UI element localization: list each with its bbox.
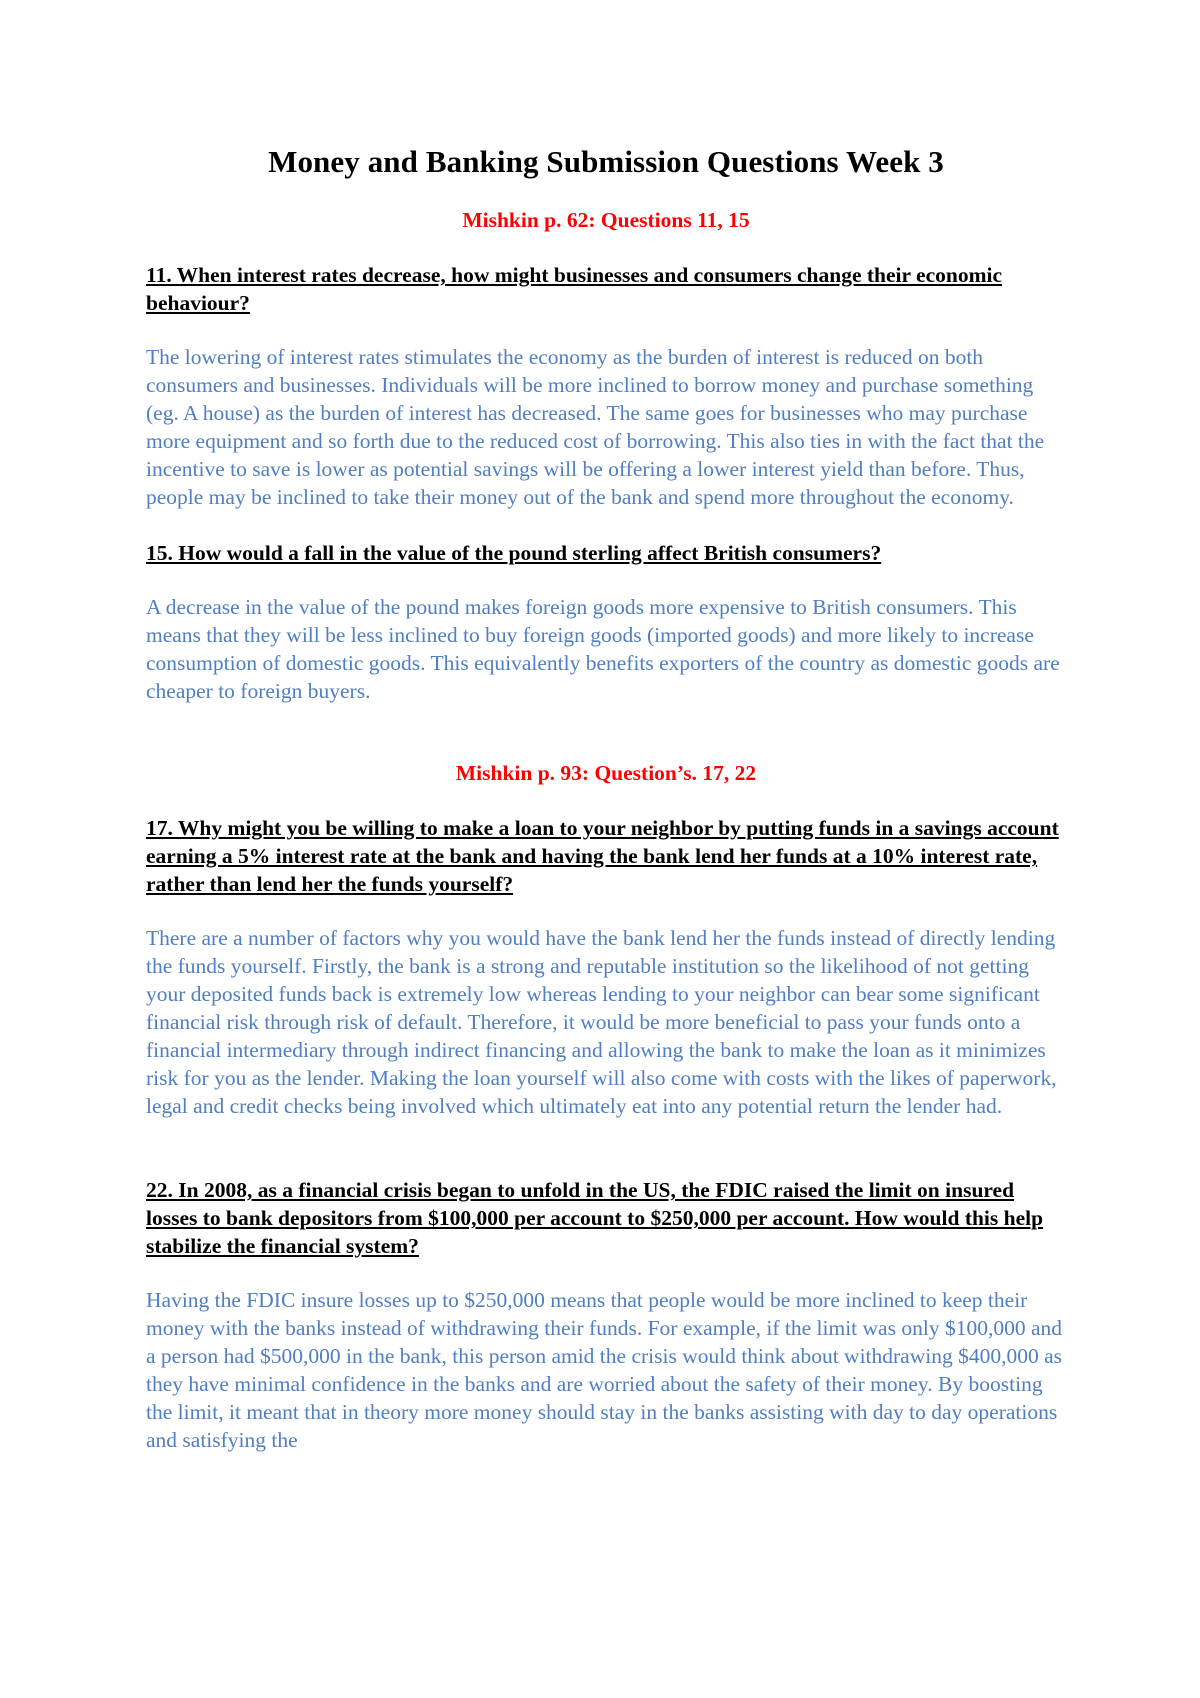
section-heading-p93: Mishkin p. 93: Question’s. 17, 22 <box>455 761 757 785</box>
question-spacer <box>146 1148 1066 1176</box>
section-heading-p62: Mishkin p. 62: Questions 11, 15 <box>462 208 750 232</box>
question-15: 15. How would a fall in the value of the pound sterling affect British consumers? <box>146 541 882 565</box>
document-title: Money and Banking Submission Questions Week 3 <box>268 144 944 179</box>
answer-22: Having the FDIC insure losses up to $250,000 means that people would be more inclined to keep their money with the banks instead of withdrawing their funds. For example, if the limit was only $100,000 and a person had $500,000 in the bank, this person amid the crisis would think about withdrawing $400,000 as they have minimal confidence in the banks and are worried about the safety of their money. By boosting the limit, it meant that in theory more money should stay in the banks assisting with day to day operations and satisfying the <box>146 1288 1063 1452</box>
question-17: 17. Why might you be willing to make a loan to your neighbor by putting funds in a savings account earning a 5% interest rate at the bank and having the bank lend her funds at a 10% interest rate, rather than lend her the funds yourself? <box>146 816 1059 896</box>
question-22: 22. In 2008, as a financial crisis began to unfold in the US, the FDIC raised the limit on insured losses to bank depositors from $100,000 per account to $250,000 per account. How would this help stabilize the financial system? <box>146 1178 1044 1258</box>
answer-11: The lowering of interest rates stimulates the economy as the burden of interest is reduced on both consumers and businesses. Individuals will be more inclined to borrow money and purchase something (eg. A house) as the burden of interest has decreased. The same goes for businesses who may purchase more equipment and so forth due to the reduced cost of borrowing. This also ties in with the fact that the incentive to save is lower as potential savings will be offering a lower interest yield than before. Thus, people may be inclined to take their money out of the bank and spend more throughout the economy. <box>146 345 1045 509</box>
document-content <box>146 144 1066 1482</box>
section-spacer <box>146 733 1066 761</box>
question-11: 11. When interest rates decrease, how might businesses and consumers change their economic behaviour? <box>146 263 1002 315</box>
answer-17: There are a number of factors why you would have the bank lend her the funds instead of directly lending the funds yourself. Firstly, the bank is a strong and reputable institution so the likelihood of not getting your deposited funds back is extremely low whereas lending to your neighbor can bear some significant financial risk through risk of default. Therefore, it would be more beneficial to pass your funds onto a financial intermediary through indirect financing and allowing the bank to make the loan as it minimizes risk for you as the lender. Making the loan yourself will also come with costs with the likes of paperwork, legal and credit checks being involved which ultimately eat into any potential return the lender had. <box>146 926 1057 1118</box>
answer-15: A decrease in the value of the pound makes foreign goods more expensive to British consumers. This means that they will be less inclined to buy foreign goods (imported goods) and more likely to increase consumption of domestic goods. This equivalently benefits exporters of the country as domestic goods are cheaper to foreign buyers. <box>146 595 1060 703</box>
